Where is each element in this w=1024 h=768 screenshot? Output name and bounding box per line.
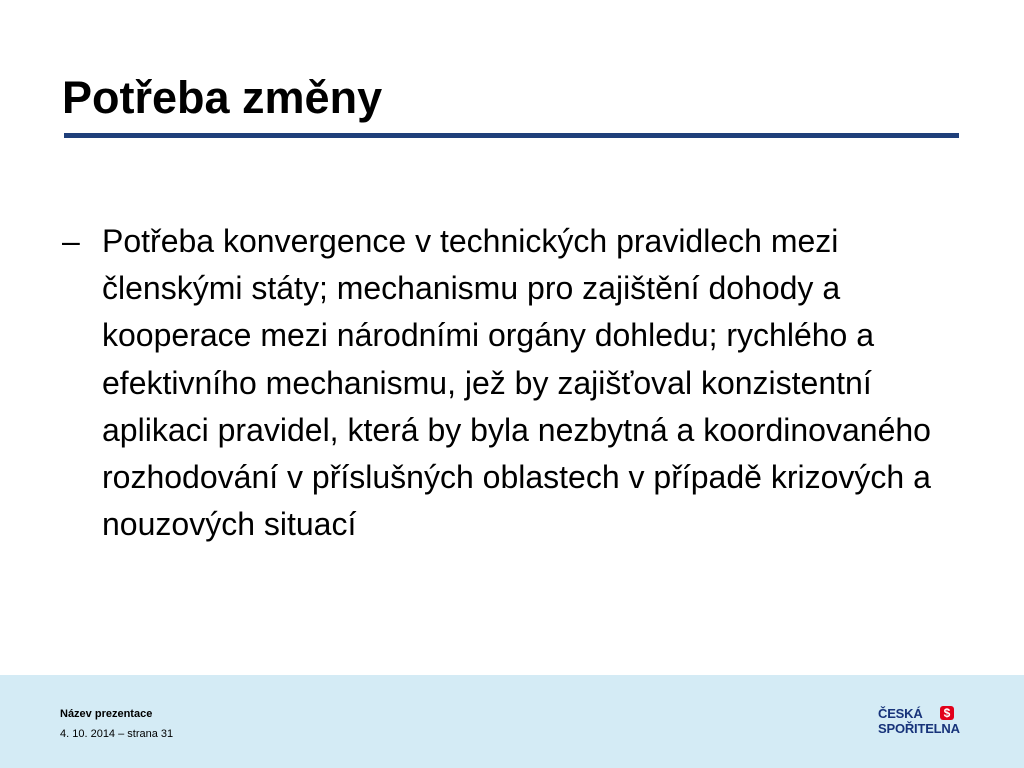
slide-content xyxy=(62,218,962,548)
logo-line-1: ČESKÁ xyxy=(878,706,923,721)
ceska-sporitelna-logo xyxy=(878,706,958,738)
logo-mark-icon: $ xyxy=(940,706,954,720)
date-and-page: 4. 10. 2014 – strana 31 xyxy=(60,728,174,740)
title-divider xyxy=(64,133,959,138)
bullet-text: Potřeba konvergence v technických pravidlech mezi členskými státy; mechanismu pro zajištění dohody a kooperace mezi národními orgány dohledu; rychlého a efektivního mechanismu, jež by zajišťoval konzistentní aplikaci pravidel, která by byla nezbytná a koordinovaného rozhodování v příslušných oblastech v případě krizových a nouzových situací xyxy=(102,223,931,543)
slide-footer xyxy=(0,675,1024,768)
slide-title: Potřeba změny xyxy=(62,72,383,123)
presentation-name: Název prezentace xyxy=(60,708,153,720)
bullet-dash: – xyxy=(62,223,80,259)
logo-line-2: SPOŘITELNA xyxy=(878,721,960,736)
